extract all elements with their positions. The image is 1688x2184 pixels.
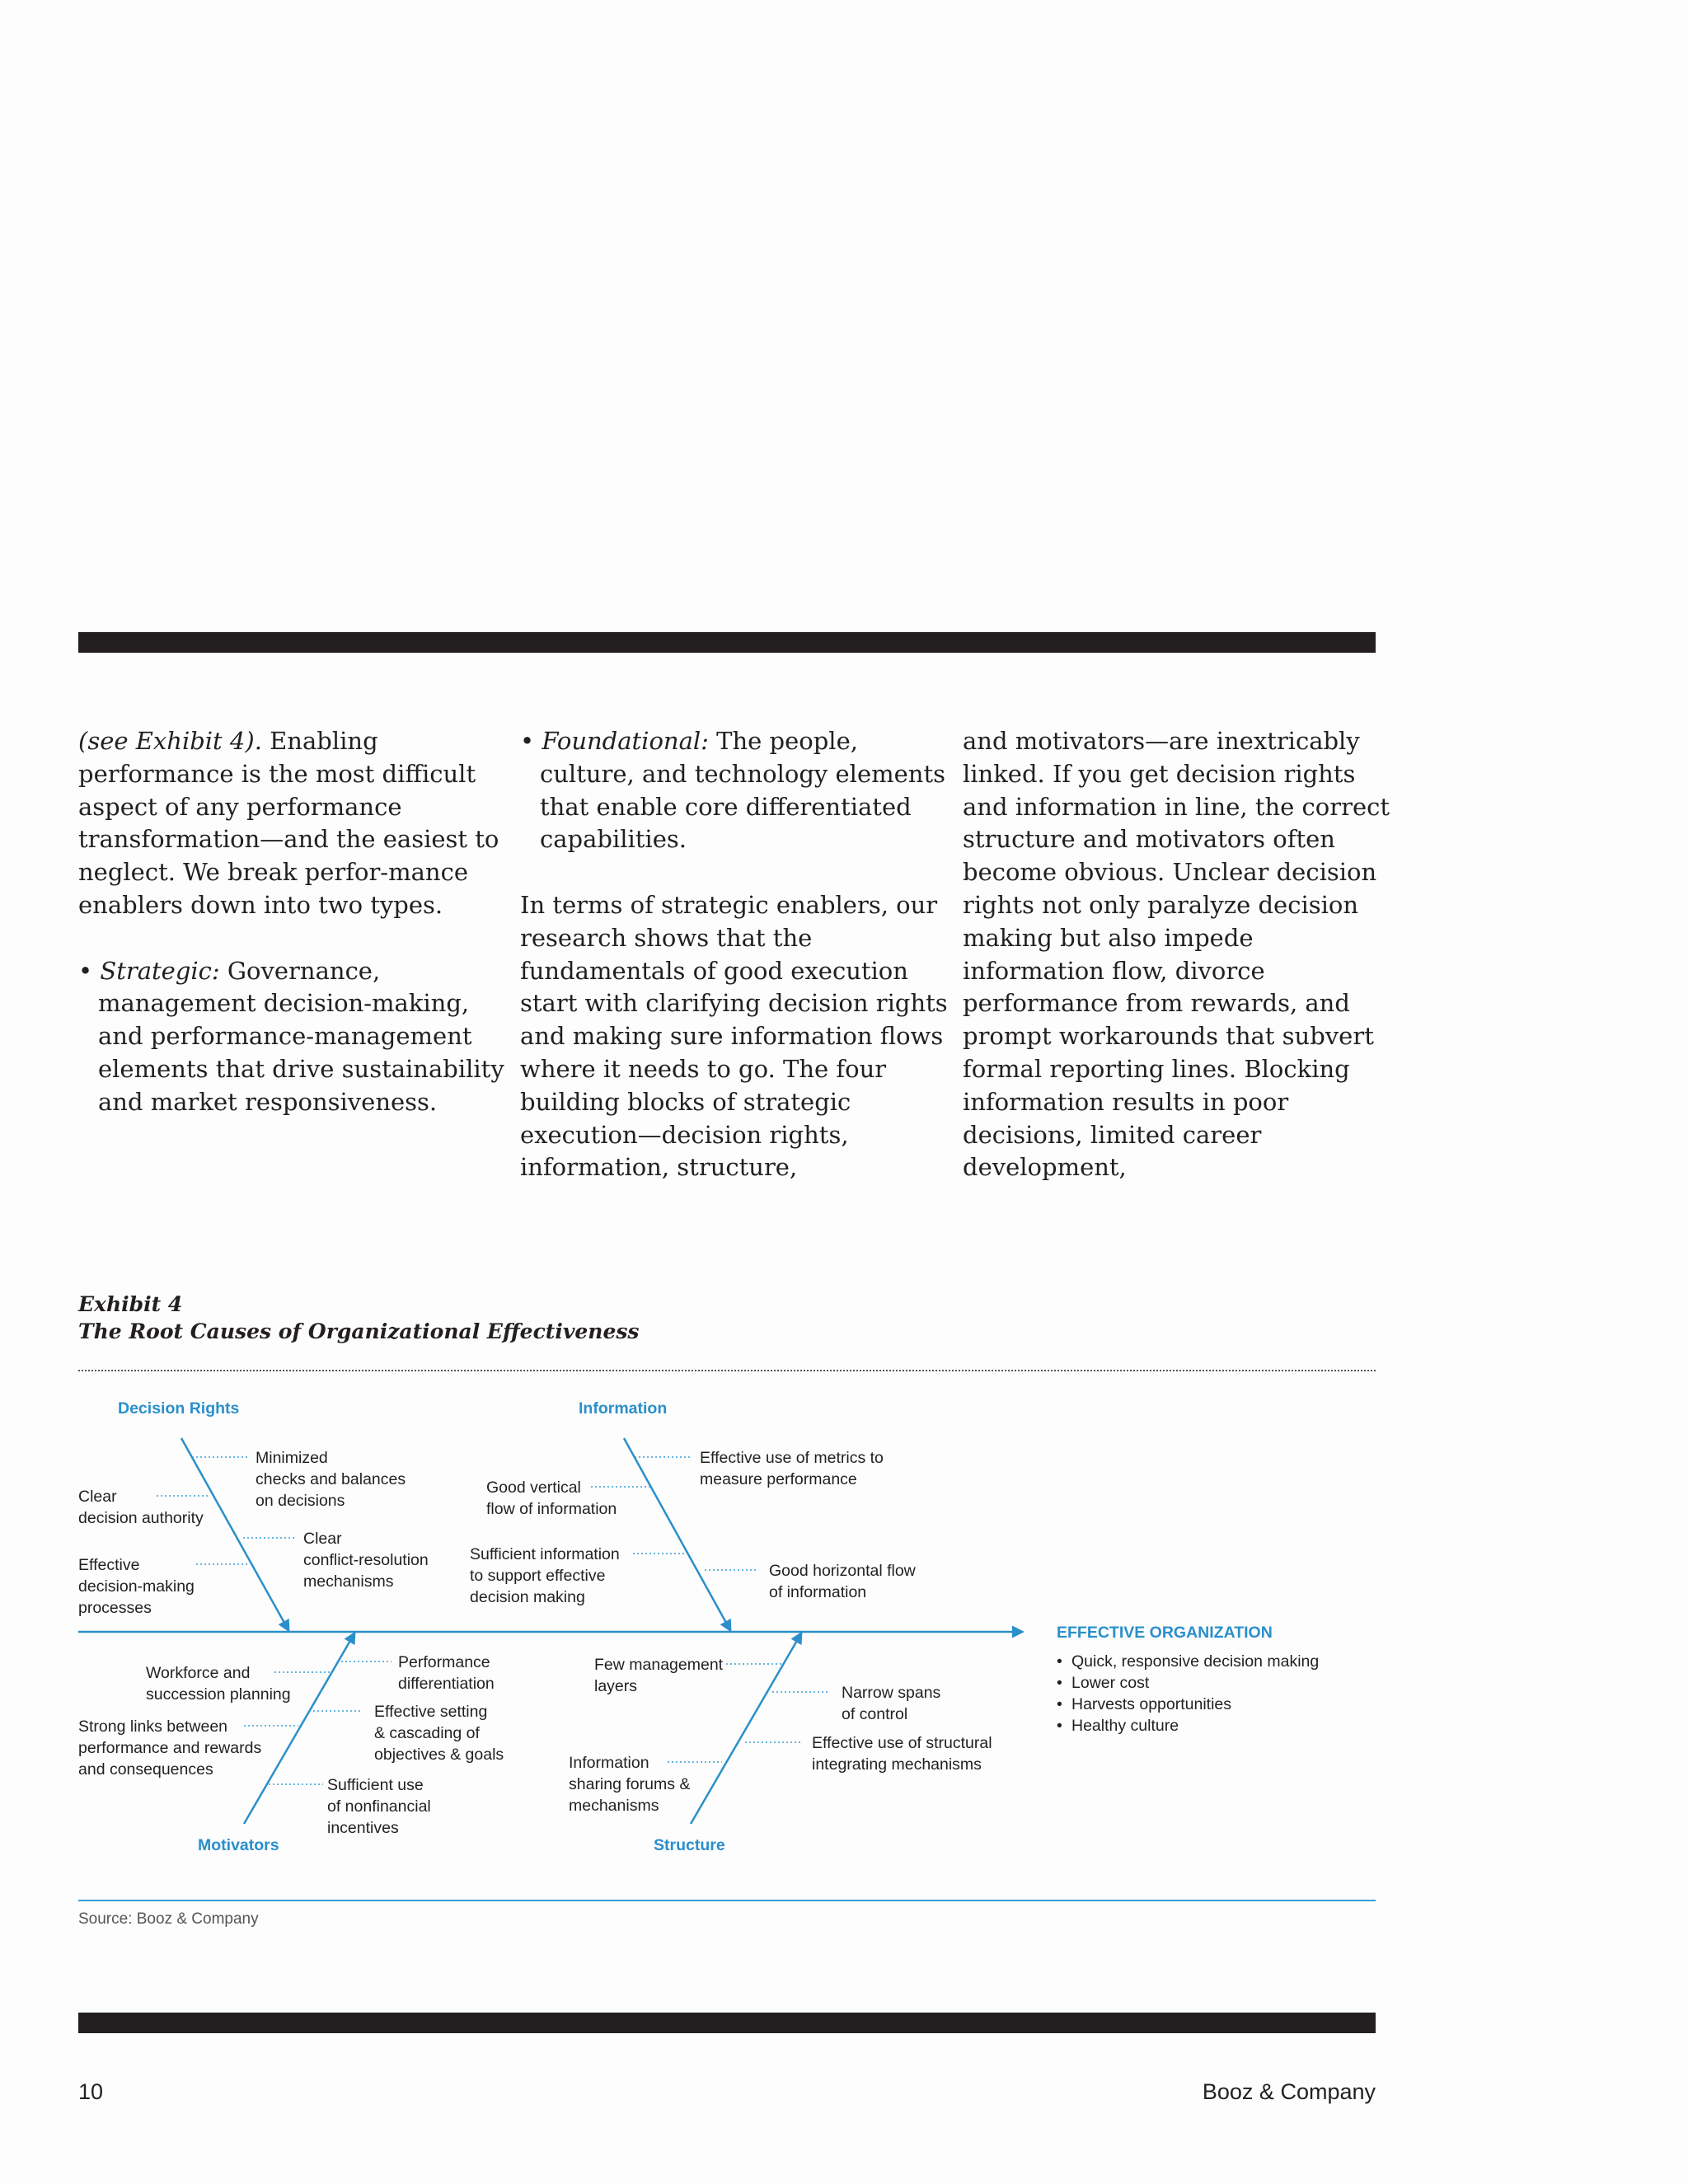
info-metrics: Effective use of metrics to measure performance — [700, 1449, 884, 1488]
str-integrating: Effective use of structural integrating mechanisms — [812, 1734, 992, 1774]
source-note: Source: Booz & Company — [78, 1910, 259, 1928]
paragraph-2: In terms of strategic enablers, our research shows that the fundamentals of good execution start with clarifying decision rights and making sure information flows where it needs to go. The four building blocks of strategic execution—decision rights, information, structure, — [520, 890, 948, 1182]
label-information: Information — [579, 1399, 668, 1418]
source-divider — [78, 1900, 1376, 1901]
mot-workforce: Workforce and succession planning — [146, 1664, 291, 1704]
dr-effective-processes: Effective decision-making processes — [78, 1556, 195, 1617]
bullet-foundational: • Foundational: The people, culture, and technology elements that enable core differentiated capabilities. — [520, 727, 945, 854]
info-vertical: Good vertical flow of information — [486, 1479, 617, 1518]
label-structure: Structure — [654, 1836, 725, 1854]
info-horizontal: Good horizontal flow of information — [769, 1562, 916, 1601]
bullet-strategic: • Strategic: Governance, management decision-making, and performance-management elements that drive sustainability and market responsiveness. — [78, 956, 504, 1116]
str-forums: Information sharing forums & mechanisms — [569, 1754, 691, 1815]
paragraph-1: (see Exhibit 4). Enabling performance is the most difficult aspect of any performance transformation—and the easiest to neglect. We break perfor-mance enablers down into two types. — [78, 727, 499, 919]
dr-minimized: Minimized checks and balances on decisions — [256, 1449, 406, 1510]
str-spans: Narrow spans of control — [842, 1684, 941, 1723]
mot-strong-links: Strong links between performance and rewards and consequences — [78, 1718, 262, 1779]
exhibit-title: The Root Causes of Organizational Effectiveness — [78, 1319, 640, 1343]
paragraph-3: and motivators—are inextricably linked. If you get decision rights and information in line, the correct structure and motivators often become obvious. Unclear decision rights not only paralyze decision making but also impede information flow, divorce performance from rewards, and prompt workarounds that subvert formal reporting lines. Blocking information results in poor decisions, limited career development, — [963, 727, 1390, 1182]
bone-motivators — [244, 1633, 354, 1824]
label-decision-rights: Decision Rights — [118, 1399, 240, 1418]
outcome-list: • Quick, responsive decision making • Lower cost • Harvests opportunities • Healthy culture — [1057, 1652, 1320, 1735]
dr-clear-conflict: Clear conflict-resolution mechanisms — [303, 1530, 429, 1591]
exhibit-number: Exhibit 4 — [78, 1292, 183, 1316]
str-layers: Few management layers — [594, 1656, 724, 1695]
page-number: 10 — [78, 2079, 104, 2104]
mot-goal-setting: Effective setting & cascading of objectives & goals — [374, 1703, 504, 1764]
bottom-rule — [78, 2013, 1376, 2033]
mot-nonfinancial: Sufficient use of nonfinancial incentives — [327, 1776, 431, 1837]
dr-clear-authority: Clear decision authority — [78, 1488, 204, 1527]
label-motivators: Motivators — [198, 1836, 279, 1854]
mot-performance-diff: Performance differentiation — [398, 1653, 495, 1693]
info-sufficient: Sufficient information to support effective decision making — [470, 1545, 620, 1606]
outcome-title: EFFECTIVE ORGANIZATION — [1057, 1624, 1273, 1642]
footer-brand: Booz & Company — [1202, 2079, 1376, 2104]
